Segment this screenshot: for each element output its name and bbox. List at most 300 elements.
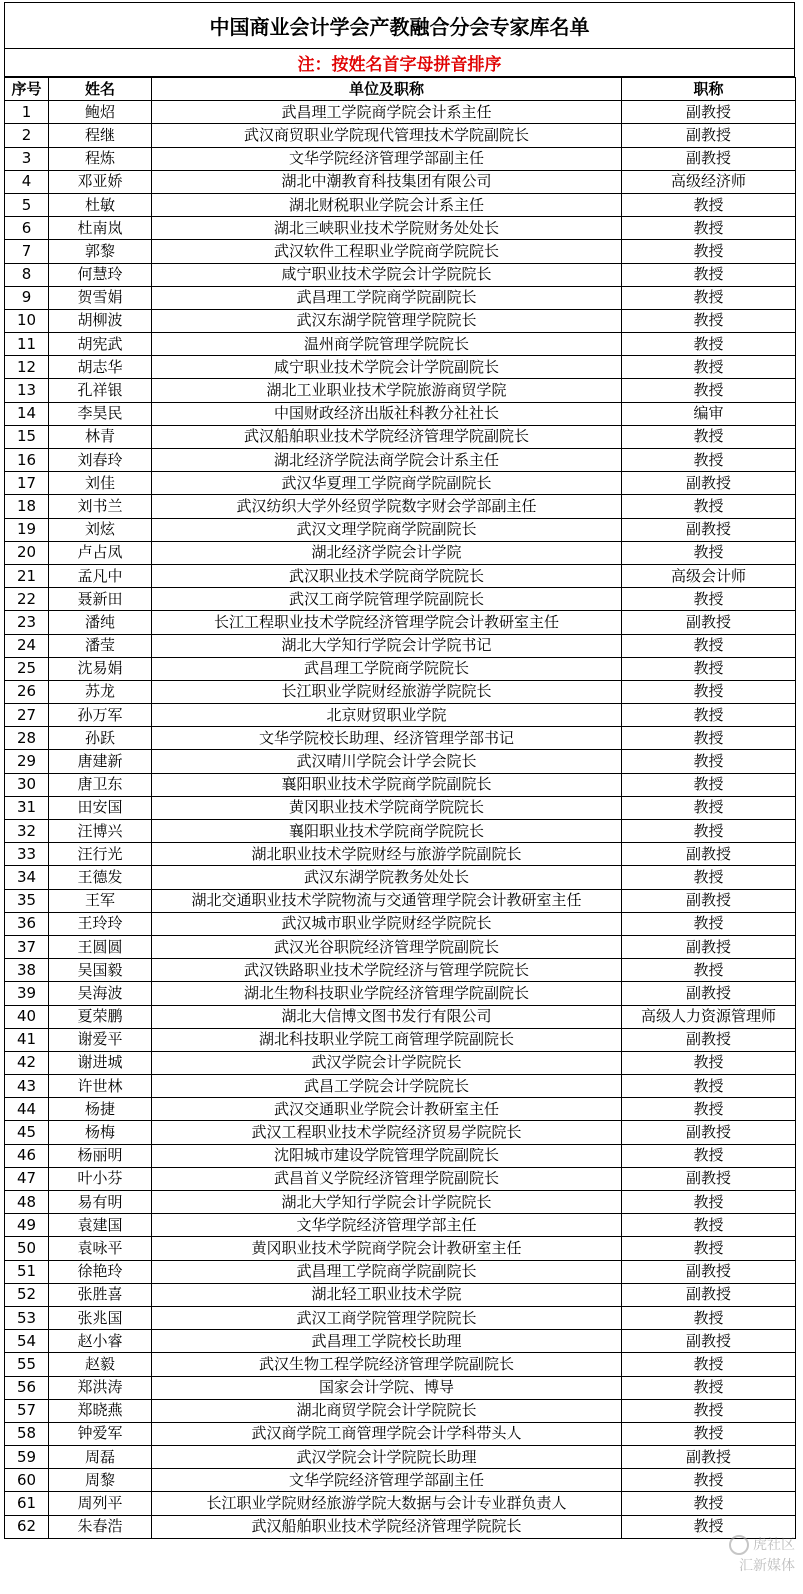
cell-unit: 咸宁职业技术学院会计学院院长 (152, 263, 622, 286)
cell-title: 教授 (622, 1353, 796, 1376)
cell-name: 赵毅 (49, 1353, 152, 1376)
table-row (5, 657, 796, 680)
table-header-row (5, 78, 796, 101)
cell-name: 周磊 (49, 1446, 152, 1469)
cell-unit: 武汉工商学院管理学院副院长 (152, 588, 622, 611)
cell-index: 25 (5, 657, 49, 680)
cell-index: 8 (5, 263, 49, 286)
table-row (5, 588, 796, 611)
table-row (5, 935, 796, 958)
cell-index: 40 (5, 1005, 49, 1028)
cell-unit: 武汉文理学院商学院副院长 (152, 518, 622, 541)
cell-title: 教授 (622, 240, 796, 263)
table-row (5, 170, 796, 193)
cell-index: 51 (5, 1260, 49, 1283)
cell-index: 6 (5, 217, 49, 240)
cell-unit: 武汉软件工程职业学院商学院院长 (152, 240, 622, 263)
cell-title: 副教授 (622, 1283, 796, 1306)
cell-index: 46 (5, 1144, 49, 1167)
cell-name: 袁建国 (49, 1214, 152, 1237)
cell-name: 卢占凤 (49, 541, 152, 564)
cell-name: 杜南岚 (49, 217, 152, 240)
table-row (5, 1121, 796, 1144)
table-row (5, 704, 796, 727)
cell-unit: 长江职业学院财经旅游学院院长 (152, 680, 622, 703)
cell-unit: 湖北大信博文图书发行有限公司 (152, 1005, 622, 1028)
cell-name: 贺雪娟 (49, 286, 152, 309)
cell-name: 潘纯 (49, 611, 152, 634)
table-row (5, 425, 796, 448)
cell-title: 教授 (622, 1422, 796, 1445)
document-title: 中国商业会计学会产教融合分会专家库名单 (4, 2, 795, 49)
table-row (5, 240, 796, 263)
cell-name: 唐卫东 (49, 773, 152, 796)
cell-title: 副教授 (622, 518, 796, 541)
cell-title: 教授 (622, 217, 796, 240)
table-row (5, 1005, 796, 1028)
cell-name: 张兆国 (49, 1306, 152, 1329)
cell-title: 教授 (622, 657, 796, 680)
cell-title: 副教授 (622, 147, 796, 170)
table-row (5, 379, 796, 402)
cell-index: 49 (5, 1214, 49, 1237)
table-row (5, 820, 796, 843)
cell-unit: 武汉东湖学院教务处处长 (152, 866, 622, 889)
table-row (5, 1376, 796, 1399)
table-row (5, 634, 796, 657)
cell-title: 编审 (622, 402, 796, 425)
table-row (5, 727, 796, 750)
cell-title: 副教授 (622, 1260, 796, 1283)
table-row (5, 889, 796, 912)
cell-name: 许世林 (49, 1075, 152, 1098)
cell-index: 19 (5, 518, 49, 541)
cell-name: 易有明 (49, 1191, 152, 1214)
cell-name: 胡志华 (49, 356, 152, 379)
watermark-logo-icon (729, 1535, 749, 1555)
cell-unit: 北京财贸职业学院 (152, 704, 622, 727)
cell-index: 41 (5, 1028, 49, 1051)
cell-index: 22 (5, 588, 49, 611)
cell-unit: 湖北交通职业技术学院物流与交通管理学院会计教研室主任 (152, 889, 622, 912)
cell-name: 郭黎 (49, 240, 152, 263)
table-row (5, 333, 796, 356)
table-row (5, 217, 796, 240)
cell-index: 15 (5, 425, 49, 448)
cell-index: 35 (5, 889, 49, 912)
cell-name: 程继 (49, 124, 152, 147)
cell-name: 孙跃 (49, 727, 152, 750)
cell-index: 54 (5, 1330, 49, 1353)
cell-title: 教授 (622, 379, 796, 402)
cell-title: 教授 (622, 1191, 796, 1214)
cell-index: 50 (5, 1237, 49, 1260)
cell-name: 郑洪涛 (49, 1376, 152, 1399)
cell-index: 23 (5, 611, 49, 634)
cell-name: 杨梅 (49, 1121, 152, 1144)
expert-list-sheet (4, 2, 795, 1539)
cell-unit: 武汉学院会计学院院长助理 (152, 1446, 622, 1469)
cell-name: 杜敏 (49, 193, 152, 216)
cell-title: 教授 (622, 1237, 796, 1260)
cell-name: 潘莹 (49, 634, 152, 657)
cell-unit: 湖北轻工职业技术学院 (152, 1283, 622, 1306)
cell-name: 钟爱军 (49, 1422, 152, 1445)
cell-index: 13 (5, 379, 49, 402)
table-row (5, 750, 796, 773)
cell-index: 3 (5, 147, 49, 170)
cell-name: 孙万军 (49, 704, 152, 727)
table-row (5, 1167, 796, 1190)
table-row (5, 564, 796, 587)
cell-name: 刘春玲 (49, 449, 152, 472)
cell-title: 教授 (622, 1306, 796, 1329)
cell-unit: 文华学院校长助理、经济管理学部书记 (152, 727, 622, 750)
cell-name: 王德发 (49, 866, 152, 889)
cell-unit: 武汉船舶职业技术学院经济管理学院副院长 (152, 425, 622, 448)
cell-index: 52 (5, 1283, 49, 1306)
cell-unit: 湖北商贸学院会计学院院长 (152, 1399, 622, 1422)
cell-unit: 咸宁职业技术学院会计学院副院长 (152, 356, 622, 379)
table-row (5, 1422, 796, 1445)
table-row (5, 1214, 796, 1237)
cell-title: 副教授 (622, 1121, 796, 1144)
cell-unit: 中国财政经济出版社科教分社社长 (152, 402, 622, 425)
cell-index: 1 (5, 101, 49, 124)
table-row (5, 309, 796, 332)
cell-title: 副教授 (622, 843, 796, 866)
cell-unit: 武昌理工学院商学院院长 (152, 657, 622, 680)
cell-index: 39 (5, 982, 49, 1005)
cell-name: 聂新田 (49, 588, 152, 611)
cell-unit: 武汉商学院工商管理学院会计学科带头人 (152, 1422, 622, 1445)
cell-index: 55 (5, 1353, 49, 1376)
cell-name: 李昊民 (49, 402, 152, 425)
cell-name: 徐艳玲 (49, 1260, 152, 1283)
cell-unit: 湖北经济学院会计学院 (152, 541, 622, 564)
cell-unit: 湖北科技职业学院工商管理学院副院长 (152, 1028, 622, 1051)
cell-index: 42 (5, 1051, 49, 1074)
cell-unit: 湖北生物科技职业学院经济管理学院副院长 (152, 982, 622, 1005)
cell-title: 教授 (622, 1492, 796, 1515)
cell-title: 教授 (622, 773, 796, 796)
cell-index: 11 (5, 333, 49, 356)
table-row (5, 402, 796, 425)
cell-unit: 襄阳职业技术学院商学院副院长 (152, 773, 622, 796)
cell-unit: 黄冈职业技术学院商学院会计教研室主任 (152, 1237, 622, 1260)
table-row (5, 1191, 796, 1214)
cell-title: 教授 (622, 1376, 796, 1399)
cell-unit: 武汉商贸职业学院现代管理技术学院副院长 (152, 124, 622, 147)
cell-title: 教授 (622, 588, 796, 611)
cell-title: 教授 (622, 333, 796, 356)
cell-name: 刘书兰 (49, 495, 152, 518)
table-row (5, 193, 796, 216)
table-row (5, 124, 796, 147)
cell-unit: 长江工程职业技术学院经济管理学院会计教研室主任 (152, 611, 622, 634)
cell-index: 10 (5, 309, 49, 332)
cell-name: 何慧玲 (49, 263, 152, 286)
cell-name: 刘炫 (49, 518, 152, 541)
cell-title: 教授 (622, 495, 796, 518)
cell-unit: 国家会计学院、博导 (152, 1376, 622, 1399)
cell-index: 47 (5, 1167, 49, 1190)
cell-index: 53 (5, 1306, 49, 1329)
cell-name: 汪博兴 (49, 820, 152, 843)
table-row (5, 611, 796, 634)
cell-unit: 湖北大学知行学院会计学院书记 (152, 634, 622, 657)
header-unit: 单位及职称 (152, 78, 622, 101)
table-row (5, 680, 796, 703)
cell-name: 王圆圆 (49, 935, 152, 958)
cell-unit: 武汉学院会计学院院长 (152, 1051, 622, 1074)
cell-title: 教授 (622, 286, 796, 309)
cell-index: 58 (5, 1422, 49, 1445)
cell-title: 高级经济师 (622, 170, 796, 193)
cell-unit: 温州商学院管理学院院长 (152, 333, 622, 356)
table-row (5, 982, 796, 1005)
cell-index: 31 (5, 796, 49, 819)
cell-name: 赵小睿 (49, 1330, 152, 1353)
cell-title: 副教授 (622, 935, 796, 958)
sort-note: 注：按姓名首字母拼音排序 (4, 49, 795, 77)
table-row (5, 147, 796, 170)
table-row (5, 1075, 796, 1098)
cell-name: 杨捷 (49, 1098, 152, 1121)
cell-name: 袁咏平 (49, 1237, 152, 1260)
cell-unit: 黄冈职业技术学院商学院院长 (152, 796, 622, 819)
cell-name: 鲍炤 (49, 101, 152, 124)
cell-name: 王军 (49, 889, 152, 912)
cell-title: 副教授 (622, 982, 796, 1005)
cell-name: 朱春浩 (49, 1515, 152, 1538)
header-index: 序号 (5, 78, 49, 101)
table-row (5, 1098, 796, 1121)
cell-name: 沈易娟 (49, 657, 152, 680)
cell-unit: 武汉晴川学院会计学会院长 (152, 750, 622, 773)
cell-title: 教授 (622, 425, 796, 448)
table-row (5, 843, 796, 866)
table-row (5, 1260, 796, 1283)
cell-title: 教授 (622, 1515, 796, 1538)
cell-name: 唐建新 (49, 750, 152, 773)
table-row (5, 1144, 796, 1167)
cell-name: 吴海波 (49, 982, 152, 1005)
cell-index: 32 (5, 820, 49, 843)
cell-index: 27 (5, 704, 49, 727)
cell-index: 9 (5, 286, 49, 309)
cell-title: 副教授 (622, 124, 796, 147)
watermark (655, 1534, 795, 1590)
table-row (5, 1399, 796, 1422)
cell-unit: 武汉纺织大学外经贸学院数字财会学部副主任 (152, 495, 622, 518)
cell-name: 林青 (49, 425, 152, 448)
cell-index: 38 (5, 959, 49, 982)
cell-index: 14 (5, 402, 49, 425)
cell-unit: 武汉工商学院管理学院院长 (152, 1306, 622, 1329)
table-row (5, 959, 796, 982)
cell-name: 周列平 (49, 1492, 152, 1515)
cell-title: 副教授 (622, 101, 796, 124)
watermark-line1: 虎社区 (753, 1537, 795, 1553)
table-row (5, 1492, 796, 1515)
cell-name: 刘佳 (49, 472, 152, 495)
cell-index: 33 (5, 843, 49, 866)
cell-unit: 武汉光谷职院经济管理学院副院长 (152, 935, 622, 958)
cell-title: 教授 (622, 449, 796, 472)
cell-title: 副教授 (622, 611, 796, 634)
table-row (5, 541, 796, 564)
cell-unit: 武汉铁路职业技术学院经济与管理学院院长 (152, 959, 622, 982)
cell-unit: 湖北三峡职业技术学院财务处处长 (152, 217, 622, 240)
cell-title: 教授 (622, 309, 796, 332)
cell-title: 教授 (622, 680, 796, 703)
cell-name: 孟凡中 (49, 564, 152, 587)
cell-unit: 武汉职业技术学院商学院院长 (152, 564, 622, 587)
cell-unit: 武昌首义学院经济管理学院副院长 (152, 1167, 622, 1190)
cell-index: 16 (5, 449, 49, 472)
cell-unit: 文华学院经济管理学部主任 (152, 1214, 622, 1237)
header-name: 姓名 (49, 78, 152, 101)
cell-index: 57 (5, 1399, 49, 1422)
table-row (5, 1028, 796, 1051)
cell-unit: 武昌理工学院校长助理 (152, 1330, 622, 1353)
cell-title: 教授 (622, 750, 796, 773)
cell-unit: 武汉华夏理工学院商学院副院长 (152, 472, 622, 495)
cell-name: 郑晓燕 (49, 1399, 152, 1422)
cell-title: 教授 (622, 1214, 796, 1237)
cell-name: 邓亚娇 (49, 170, 152, 193)
cell-index: 36 (5, 912, 49, 935)
cell-title: 副教授 (622, 1028, 796, 1051)
cell-index: 29 (5, 750, 49, 773)
cell-name: 孔祥银 (49, 379, 152, 402)
cell-unit: 沈阳城市建设学院管理学院副院长 (152, 1144, 622, 1167)
table-row (5, 495, 796, 518)
cell-title: 副教授 (622, 1446, 796, 1469)
cell-name: 叶小芬 (49, 1167, 152, 1190)
cell-title: 高级人力资源管理师 (622, 1005, 796, 1028)
cell-name: 谢进城 (49, 1051, 152, 1074)
cell-title: 教授 (622, 727, 796, 750)
table-row (5, 1237, 796, 1260)
cell-title: 教授 (622, 1075, 796, 1098)
cell-index: 60 (5, 1469, 49, 1492)
cell-unit: 湖北工业职业技术学院旅游商贸学院 (152, 379, 622, 402)
cell-unit: 武昌工学院会计学院院长 (152, 1075, 622, 1098)
cell-index: 5 (5, 193, 49, 216)
cell-index: 62 (5, 1515, 49, 1538)
cell-index: 2 (5, 124, 49, 147)
cell-index: 24 (5, 634, 49, 657)
table-row (5, 796, 796, 819)
cell-index: 17 (5, 472, 49, 495)
cell-name: 胡宪武 (49, 333, 152, 356)
cell-index: 18 (5, 495, 49, 518)
cell-title: 教授 (622, 193, 796, 216)
cell-index: 44 (5, 1098, 49, 1121)
cell-title: 副教授 (622, 1167, 796, 1190)
cell-name: 苏龙 (49, 680, 152, 703)
cell-name: 杨丽明 (49, 1144, 152, 1167)
table-row (5, 1306, 796, 1329)
cell-title: 副教授 (622, 889, 796, 912)
table-row (5, 912, 796, 935)
cell-name: 周黎 (49, 1469, 152, 1492)
cell-unit: 文华学院经济管理学部副主任 (152, 147, 622, 170)
table-row (5, 1330, 796, 1353)
table-row (5, 356, 796, 379)
cell-name: 谢爱平 (49, 1028, 152, 1051)
cell-name: 王玲玲 (49, 912, 152, 935)
cell-title: 教授 (622, 866, 796, 889)
cell-unit: 武汉船舶职业技术学院经济管理学院院长 (152, 1515, 622, 1538)
cell-index: 21 (5, 564, 49, 587)
cell-index: 28 (5, 727, 49, 750)
cell-title: 教授 (622, 1399, 796, 1422)
cell-unit: 文华学院经济管理学部副主任 (152, 1469, 622, 1492)
watermark-line2: 汇新媒体 (739, 1558, 795, 1574)
cell-index: 48 (5, 1191, 49, 1214)
cell-unit: 武汉工程职业技术学院经济贸易学院院长 (152, 1121, 622, 1144)
table-row (5, 286, 796, 309)
cell-title: 教授 (622, 704, 796, 727)
cell-index: 4 (5, 170, 49, 193)
table-row (5, 518, 796, 541)
cell-name: 程炼 (49, 147, 152, 170)
header-title: 职称 (622, 78, 796, 101)
cell-title: 教授 (622, 1051, 796, 1074)
cell-unit: 湖北职业技术学院财经与旅游学院副院长 (152, 843, 622, 866)
table-row (5, 1469, 796, 1492)
table-row (5, 1283, 796, 1306)
cell-unit: 湖北大学知行学院会计学院院长 (152, 1191, 622, 1214)
cell-title: 教授 (622, 1098, 796, 1121)
cell-name: 汪行光 (49, 843, 152, 866)
cell-unit: 武汉交通职业学院会计教研室主任 (152, 1098, 622, 1121)
table-row (5, 1353, 796, 1376)
table-row (5, 1446, 796, 1469)
cell-title: 副教授 (622, 1330, 796, 1353)
cell-unit: 湖北财税职业学院会计系主任 (152, 193, 622, 216)
table-row (5, 1051, 796, 1074)
cell-index: 20 (5, 541, 49, 564)
cell-unit: 武汉东湖学院管理学院院长 (152, 309, 622, 332)
cell-unit: 湖北中潮教育科技集团有限公司 (152, 170, 622, 193)
cell-unit: 武汉生物工程学院经济管理学院副院长 (152, 1353, 622, 1376)
cell-unit: 武昌理工学院商学院会计系主任 (152, 101, 622, 124)
table-row (5, 866, 796, 889)
cell-name: 夏荣鹏 (49, 1005, 152, 1028)
cell-title: 教授 (622, 820, 796, 843)
cell-unit: 长江职业学院财经旅游学院大数据与会计专业群负责人 (152, 1492, 622, 1515)
cell-index: 61 (5, 1492, 49, 1515)
cell-index: 56 (5, 1376, 49, 1399)
cell-unit: 武昌理工学院商学院副院长 (152, 1260, 622, 1283)
table-row (5, 449, 796, 472)
cell-index: 26 (5, 680, 49, 703)
cell-title: 教授 (622, 796, 796, 819)
cell-title: 高级会计师 (622, 564, 796, 587)
cell-title: 教授 (622, 912, 796, 935)
cell-index: 37 (5, 935, 49, 958)
cell-index: 45 (5, 1121, 49, 1144)
cell-title: 副教授 (622, 472, 796, 495)
cell-title: 教授 (622, 634, 796, 657)
cell-title: 教授 (622, 263, 796, 286)
cell-unit: 武昌理工学院商学院副院长 (152, 286, 622, 309)
cell-name: 田安国 (49, 796, 152, 819)
